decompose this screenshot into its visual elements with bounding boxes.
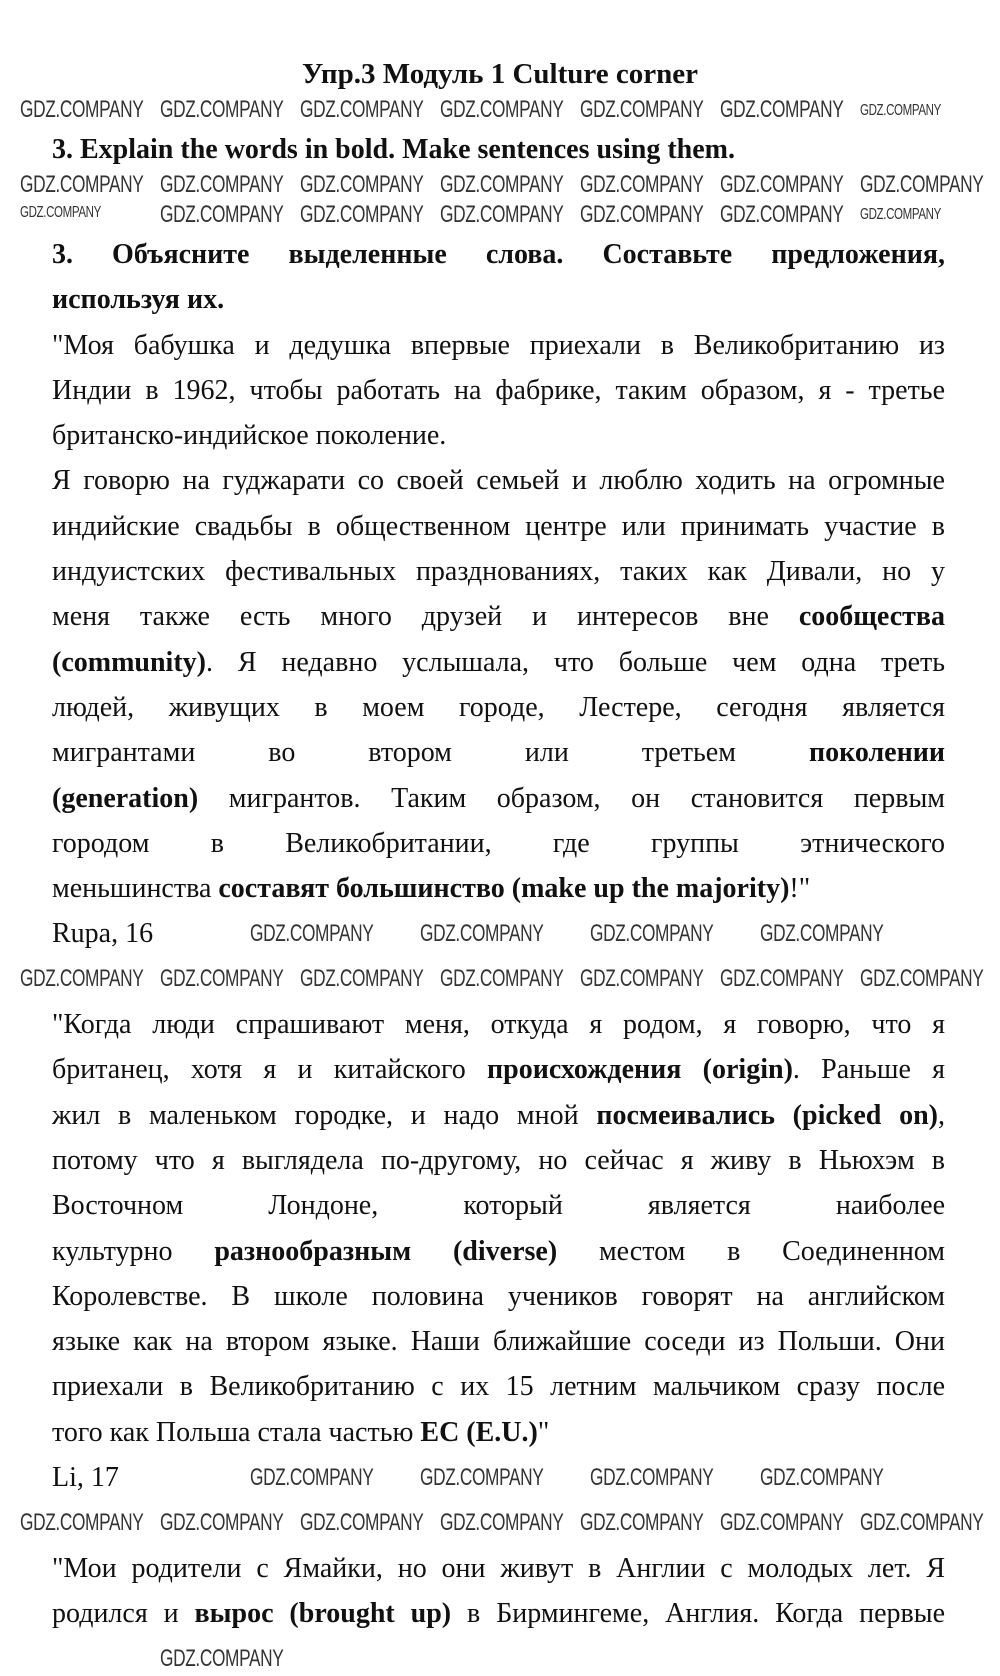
text-line [52, 594, 945, 639]
text-line [52, 549, 945, 594]
text-line [52, 776, 945, 821]
text-segment: "Мои родители с Ямайки, но они живут в Англии с молодых лет. Я [52, 1552, 945, 1584]
watermark: GDZ.COMPANY [860, 206, 941, 223]
text-segment: . Я недавно услышала, что больше чем одна треть [205, 646, 945, 678]
bold-term: посмеивались (picked on) [596, 1099, 938, 1131]
text-line [52, 1047, 945, 1092]
watermark: GDZ.COMPANY [300, 201, 424, 228]
text-segment: культурно [52, 1235, 215, 1267]
watermark: GDZ.COMPANY [440, 96, 564, 123]
task-russian-line [52, 277, 945, 322]
watermark: GDZ.COMPANY [160, 965, 284, 992]
watermark: GDZ.COMPANY [860, 171, 984, 198]
text-line [52, 1591, 945, 1636]
text-segment: городом в Великобритании, где группы этнического [52, 827, 945, 859]
watermark: GDZ.COMPANY [440, 965, 564, 992]
watermark: GDZ.COMPANY [590, 1464, 714, 1491]
watermark: GDZ.COMPANY [300, 96, 424, 123]
text-segment: индуистских фестивальных празднованиях, таких как Дивали, но у [52, 556, 945, 588]
text-line [52, 413, 945, 458]
text-line [52, 323, 945, 368]
bold-term: сообщества [798, 601, 945, 633]
text-line [52, 1410, 945, 1455]
watermark: GDZ.COMPANY [250, 920, 374, 947]
text-segment: британец, хотя я и китайского [52, 1054, 487, 1086]
watermark: GDZ.COMPANY [420, 1464, 544, 1491]
text-line [52, 1546, 945, 1591]
watermark: GDZ.COMPANY [160, 201, 284, 228]
text-line [52, 1183, 945, 1228]
watermark: GDZ.COMPANY [20, 965, 144, 992]
watermark: GDZ.COMPANY [20, 171, 144, 198]
text-segment: "Когда люди спрашивают меня, откуда я родом, я говорю, что я [52, 1009, 945, 1041]
text-segment: мигрантов. Таким образом, он становится первым [198, 782, 945, 814]
watermark: GDZ.COMPANY [160, 1645, 284, 1672]
watermark: GDZ.COMPANY [440, 171, 564, 198]
watermark: GDZ.COMPANY [580, 171, 704, 198]
bold-term: разнообразным (diverse) [214, 1235, 558, 1267]
text-line [52, 504, 945, 549]
text-segment: потому что я выглядела по-другому, но сейчас я живу в Ньюхэм в [52, 1144, 945, 1176]
watermark: GDZ.COMPANY [250, 1464, 374, 1491]
text-segment: мигрантами во втором или третьем [52, 737, 809, 769]
text-line [52, 1229, 945, 1274]
watermark: GDZ.COMPANY [160, 171, 284, 198]
text-segment: . Раньше я [792, 1054, 945, 1086]
text-segment: британско-индийское поколение. [52, 420, 447, 452]
bold-term: (generation) [52, 782, 199, 814]
task-russian-line [52, 232, 945, 277]
watermark: GDZ.COMPANY [580, 1509, 704, 1536]
bold-term: составят большинство (make up the majority) [218, 873, 790, 905]
text-line [52, 1093, 945, 1138]
text-segment: "Моя бабушка и дедушка впервые приехали в Великобританию из [52, 329, 945, 361]
bold-term: ЕС (E.U.) [420, 1416, 538, 1448]
text-segment: родился и [52, 1597, 195, 1629]
text-segment: местом в Соединенном [557, 1235, 945, 1267]
watermark: GDZ.COMPANY [20, 96, 144, 123]
text-line [52, 1319, 945, 1364]
text-segment: Индии в 1962, чтобы работать на фабрике, таким образом, я - третье [52, 374, 945, 406]
text-segment: в Бирмингеме, Англия. Когда первые [451, 1597, 945, 1629]
text-line [52, 1138, 945, 1183]
watermark: GDZ.COMPANY [440, 201, 564, 228]
text-segment: Rupa, 16 [52, 918, 154, 950]
text-segment: используя их. [52, 284, 225, 316]
watermark: GDZ.COMPANY [20, 1509, 144, 1536]
text-segment: языке как на втором языке. Наши ближайшие соседи из Польши. Они [52, 1326, 945, 1358]
watermark: GDZ.COMPANY [580, 201, 704, 228]
watermark: GDZ.COMPANY [590, 920, 714, 947]
bold-term: вырос (brought up) [194, 1597, 452, 1629]
watermark: GDZ.COMPANY [720, 96, 844, 123]
text-segment: 3. Объясните выделенные слова. Составьте предложения, [52, 239, 945, 270]
text-segment: " [537, 1416, 550, 1448]
watermark: GDZ.COMPANY [160, 1509, 284, 1536]
text-segment: жил в маленьком городке, и надо мной [52, 1099, 597, 1131]
text-segment: индийские свадьбы в общественном центре или принимать участие в [52, 510, 945, 542]
watermark: GDZ.COMPANY [720, 1509, 844, 1536]
watermark: GDZ.COMPANY [860, 102, 941, 119]
watermark: GDZ.COMPANY [720, 965, 844, 992]
text-segment: людей, живущих в моем городе, Лестере, сегодня является [52, 691, 945, 723]
bold-term: происхождения (origin) [487, 1054, 793, 1086]
task-english: 3. Explain the words in bold. Make sentences using them. [52, 134, 735, 165]
text-line [52, 866, 945, 911]
watermark: GDZ.COMPANY [860, 1509, 984, 1536]
text-segment: , [938, 1099, 945, 1131]
text-segment: Королевстве. В школе половина учеников говорят на английском [52, 1280, 945, 1312]
watermark: GDZ.COMPANY [720, 201, 844, 228]
text-segment: меня также есть много друзей и интересов вне [52, 601, 799, 633]
watermark: GDZ.COMPANY [440, 1509, 564, 1536]
text-segment: приехали в Великобританию с их 15 летним мальчиком сразу после [52, 1371, 945, 1403]
watermark: GDZ.COMPANY [720, 171, 844, 198]
text-segment: Восточном Лондоне, который является наиболее [52, 1190, 945, 1222]
text-segment: того как Польша стала частью [52, 1416, 421, 1448]
watermark: GDZ.COMPANY [580, 96, 704, 123]
text-line [52, 1274, 945, 1319]
text-line [52, 640, 945, 685]
watermark: GDZ.COMPANY [580, 965, 704, 992]
watermark: GDZ.COMPANY [300, 1509, 424, 1536]
text-line [52, 685, 945, 730]
watermark: GDZ.COMPANY [760, 1464, 884, 1491]
text-segment: !" [789, 873, 811, 905]
text-line [52, 458, 945, 503]
watermark: GDZ.COMPANY [300, 965, 424, 992]
page-title: Упр.3 Модуль 1 Culture corner [302, 58, 698, 90]
bold-term: поколении [808, 737, 945, 769]
text-segment: Я говорю на гуджарати со своей семьей и люблю ходить на огромные [52, 465, 945, 497]
text-line [52, 730, 945, 775]
text-segment: Li, 17 [52, 1462, 119, 1494]
bold-term: (community) [52, 646, 206, 678]
text-line [52, 368, 945, 413]
text-line [52, 1364, 945, 1409]
watermark: GDZ.COMPANY [160, 96, 284, 123]
text-line [52, 821, 945, 866]
text-segment: меньшинства [52, 873, 219, 905]
watermark: GDZ.COMPANY [760, 920, 884, 947]
watermark: GDZ.COMPANY [420, 920, 544, 947]
watermark: GDZ.COMPANY [20, 204, 101, 221]
watermark: GDZ.COMPANY [860, 965, 984, 992]
text-line [52, 1002, 945, 1047]
watermark: GDZ.COMPANY [300, 171, 424, 198]
